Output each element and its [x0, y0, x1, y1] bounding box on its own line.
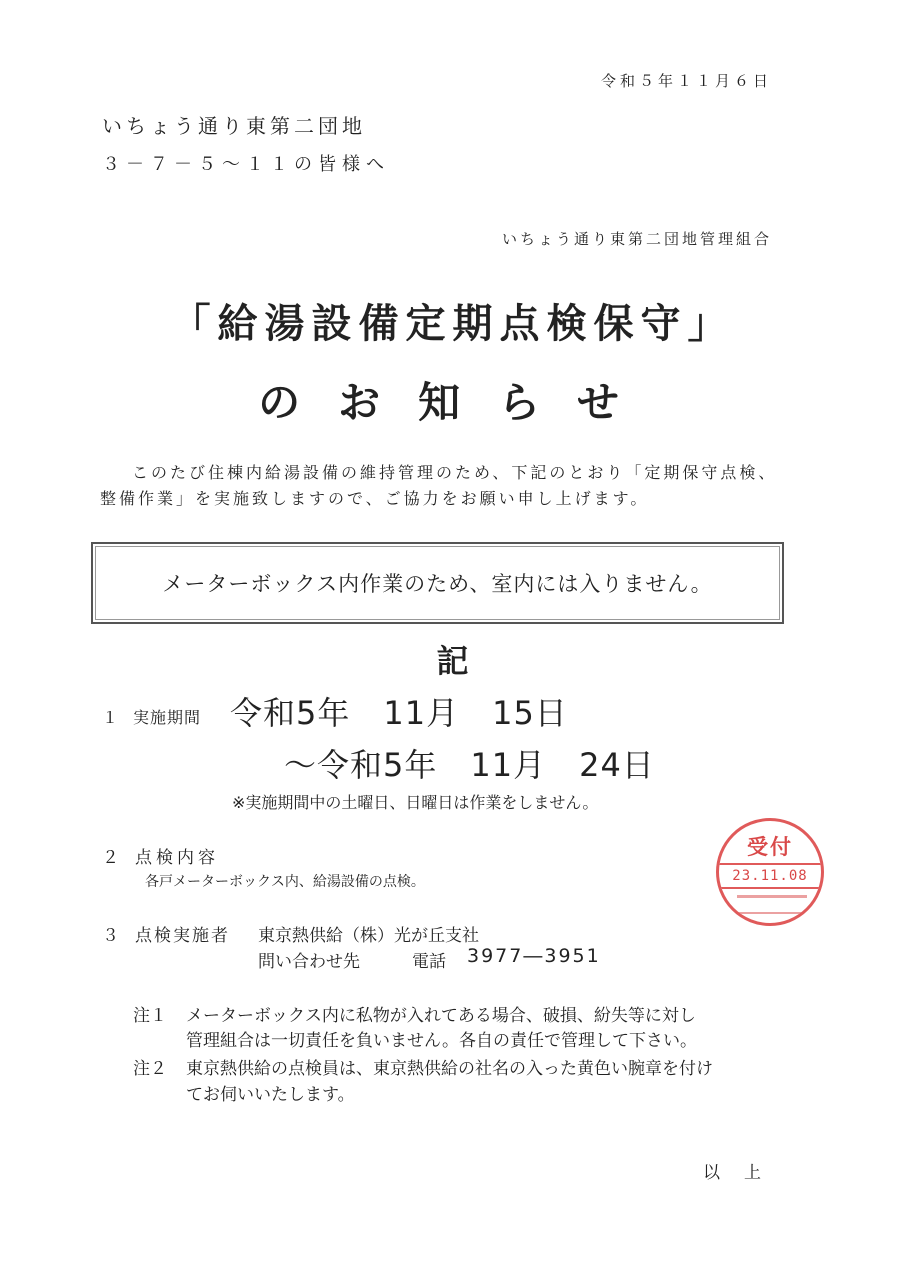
recipient-line-2: ３－７－５～１１の皆様へ [102, 154, 390, 175]
phone-number: 3977―3951 [467, 945, 601, 967]
stamp-signature-mark [737, 895, 807, 914]
section-3-number: ３ [102, 926, 119, 946]
period-note: ※実施期間中の土曜日、日曜日は作業をしません。 [232, 793, 599, 812]
closing-mark: 以上 [703, 1163, 785, 1183]
title-line-1: 「給湯設備定期点検保守」 [170, 301, 735, 347]
note-1-line-1: メーターボックス内に私物が入れてある場合、破損、紛失等に対し [186, 1006, 696, 1026]
recipient-line-1: いちょう通り東第二団地 [102, 114, 366, 138]
period-end: ～令和5年 11月 24日 [284, 746, 655, 784]
note-2-line-1: 東京熱供給の点検員は、東京熱供給の社名の入った黄色い腕章を付け [186, 1059, 713, 1079]
stamp-top-text: 受付 [747, 835, 793, 859]
ki-heading: 記 [436, 642, 469, 680]
inspection-content: 各戸メーターボックス内、給湯設備の点検。 [145, 874, 425, 890]
phone-label: 電話 [412, 952, 446, 972]
notice-box-text: メーターボックス内作業のため、室内には入りません。 [162, 572, 713, 596]
intro-paragraph: このたび住棟内給湯設備の維持管理のため、下記のとおり「定期保守点検、整備作業」を実施致しますので、ご協力をお願い申し上げます。 [100, 463, 778, 508]
section-3-label: 点検実施者 [135, 926, 230, 946]
section-1-label: 実施期間 [133, 708, 202, 727]
section-2-number: ２ [102, 848, 119, 868]
section-1-number: １ [102, 708, 119, 727]
note-2-line-2: てお伺いいたします。 [186, 1085, 355, 1105]
title-line-2: のお知らせ [258, 378, 657, 427]
issue-date: 令和５年１１月６日 [600, 72, 772, 90]
note-2-label: 注２ [133, 1059, 167, 1079]
inspector-company: 東京熱供給（株）光が丘支社 [258, 926, 479, 946]
section-2-label: 点検内容 [135, 848, 219, 868]
note-1-label: 注１ [133, 1006, 167, 1026]
stamp-date: 23.11.08 [719, 863, 821, 889]
contact-label: 問い合わせ先 [258, 952, 360, 972]
received-stamp [716, 818, 824, 926]
notice-box [91, 542, 784, 624]
sender: いちょう通り東第二団地管理組合 [501, 230, 772, 248]
period-start: 令和5年 11月 15日 [230, 694, 568, 732]
note-1-line-2: 管理組合は一切責任を負いません。各自の責任で管理して下さい。 [186, 1031, 698, 1051]
